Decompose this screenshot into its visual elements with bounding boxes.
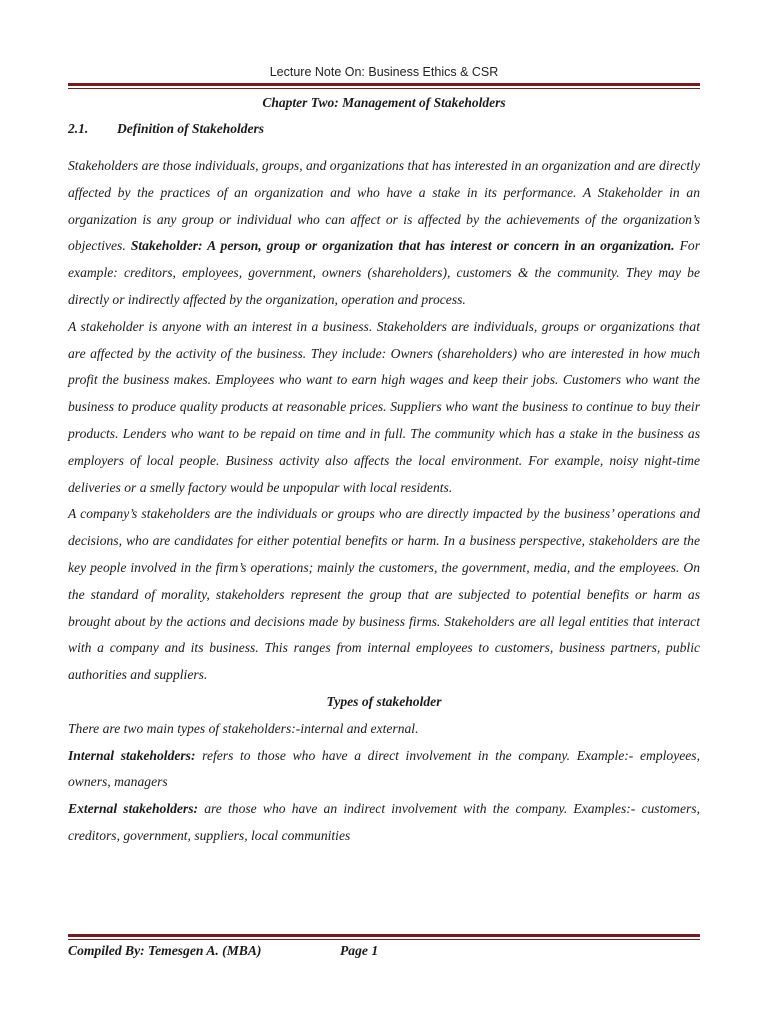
body-text — [68, 153, 700, 850]
section-heading — [68, 121, 264, 137]
footer-rule — [68, 934, 700, 940]
footer-rule-thin — [68, 939, 700, 940]
header-rule — [68, 83, 700, 89]
types-intro: There are two main types of stakeholders:-internal and external. — [68, 720, 419, 736]
paragraph-definition-part-a: Stakeholders are those individuals, groups, and organizations that has interested in an organization and are directly affected by the practices of an organization and who have a stake in its performance. A Stakeholder in an organization is any group or individual who can affect or is affected by the achievements of the organization’s objectives. — [68, 158, 700, 254]
page-footer — [68, 943, 378, 959]
external-label: External stakeholders: — [68, 801, 199, 817]
section-number: 2.1. — [68, 121, 89, 136]
internal-text: refers to those who have a direct involvement in the company. Example:- employees, owners, managers — [68, 747, 700, 790]
internal-stakeholders — [68, 743, 700, 797]
chapter-title: Chapter Two: Management of Stakeholders — [262, 95, 506, 110]
section-title: Definition of Stakeholders — [117, 121, 265, 136]
stakeholder-definition-bold: Stakeholder: A person, group or organization that has interest or concern in an organization. — [130, 238, 675, 254]
types-heading: Types of stakeholder — [326, 693, 442, 709]
header-rule-thin — [68, 88, 700, 89]
external-text: are those who have an indirect involvement with the company. Examples:- customers, creditors, government, suppliers, local communities — [68, 801, 700, 843]
header-rule-thick — [68, 83, 700, 86]
footer-compiled-by: Compiled By: Temesgen A. (MBA) — [68, 943, 262, 958]
paragraph-company: A company’s stakeholders are the individuals or groups who are directly impacted by the business’ operations and decisions, who are candidates for either potential benefits or harm. In a business perspective, stakeholders are the key people involved in the firm’s operations; mainly the customers, the government, media, and the employees. On the standard of morality, stakeholders represent the group that are subjected to potential benefits or harm as brought about by the actions and decisions made by business firms. Stakeholders are all legal entities that interact with a company and its business. This ranges from internal employees to customers, business partners, public authorities and suppliers. — [68, 506, 700, 683]
footer-rule-thick — [68, 934, 700, 937]
running-header: Lecture Note On: Business Ethics & CSR — [269, 65, 499, 79]
internal-label: Internal stakeholders: — [68, 747, 196, 763]
paragraph-definition — [68, 153, 700, 314]
paragraph-definition-part-b: For example: creditors, employees, government, owners (shareholders), customers & the community. They may be directly or indirectly affected by the organization, operation and process. — [68, 238, 700, 307]
footer-page-number: Page 1 — [340, 943, 379, 958]
paragraph-anyone: A stakeholder is anyone with an interest in a business. Stakeholders are individuals, groups or organizations that are affected by the activity of the business. They include: Owners (shareholders) who are interested in how much profit the business makes. Employees who want to earn high wages and keep their jobs. Customers who want the business to produce quality products at reasonable prices. Suppliers who want the business to continue to buy their products. Lenders who want to be repaid on time and in full. The community which has a stake in the business as employers of local people. Business activity also affects the local environment. For example, noisy night-time deliveries or a smelly factory would be unpopular with local residents. — [68, 318, 700, 495]
external-stakeholders — [68, 796, 700, 850]
